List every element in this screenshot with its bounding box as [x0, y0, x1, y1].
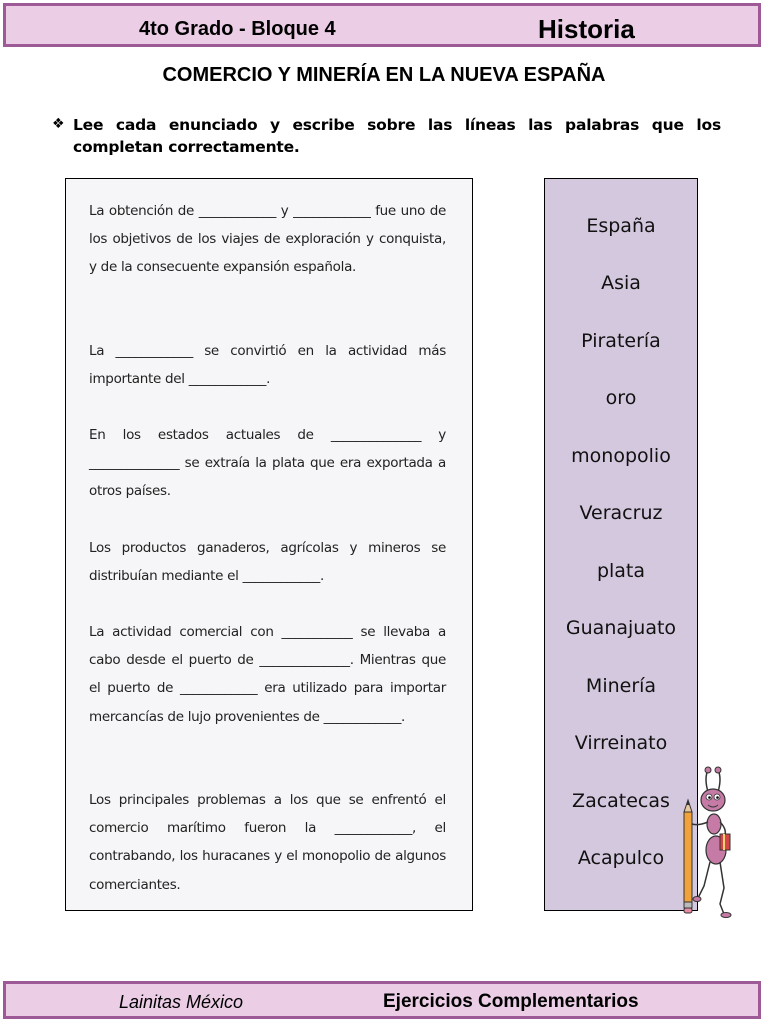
exercise-paragraph-5: La actividad comercial con ___________ se llevaba a cabo desde el puerto de ______________. Mientras que el puerto de ____________ era utilizado para importar mercancías de lujo provenientes de ____________. [89, 624, 446, 725]
grade-label: 4to Grado - Bloque 4 [139, 18, 336, 40]
bullet-icon: ❖ [52, 116, 65, 132]
header-bar [3, 3, 761, 47]
word-bank-item: Veracruz [579, 502, 663, 524]
footer-author: Lainitas México [119, 992, 244, 1012]
word-bank-item: oro [605, 387, 637, 409]
word-bank-item: Minería [585, 675, 657, 697]
word-bank-item: Guanajuato [565, 617, 677, 639]
word-bank-item: plata [596, 560, 646, 582]
exercise-paragraph-6: Los principales problemas a los que se enfrentó el comercio marítimo fueron la ____________, el contrabando, los huracanes y el monopolio de algunos comerciantes. [89, 792, 446, 893]
footer-bar [3, 981, 761, 1019]
instruction-text: Lee cada enunciado y escribe sobre las líneas las palabras que los completan correctamente. [73, 116, 721, 156]
ant-pencil-illustration [674, 764, 738, 922]
exercise-paragraph-1: La obtención de ____________ y ____________ fue uno de los objetivos de los viajes de exploración y conquista, y de la consecuente expansión española. [89, 203, 446, 276]
word-bank-item: Virreinato [574, 732, 668, 754]
word-bank-item: España [586, 215, 656, 237]
word-bank-item: Acapulco [577, 847, 665, 869]
subject-label: Historia [538, 14, 635, 44]
exercise-paragraph-2: La ____________ se convirtió en la actividad más importante del ____________. [89, 343, 446, 388]
word-bank-item: Zacatecas [572, 790, 670, 812]
word-bank-item: Piratería [581, 330, 661, 352]
exercise-paragraph-3: En los estados actuales de ______________ y ______________ se extraía la plata que era exportada a otros países. [89, 427, 446, 500]
word-bank-item: Asia [601, 272, 641, 294]
page-title: COMERCIO Y MINERÍA EN LA NUEVA ESPAÑA [162, 64, 606, 86]
exercise-box [65, 178, 473, 911]
word-bank-item: monopolio [571, 445, 671, 467]
exercise-paragraph-4: Los productos ganaderos, agrícolas y mineros se distribuían mediante el ____________. [89, 540, 446, 585]
footer-series: Ejercicios Complementarios [383, 991, 639, 1012]
